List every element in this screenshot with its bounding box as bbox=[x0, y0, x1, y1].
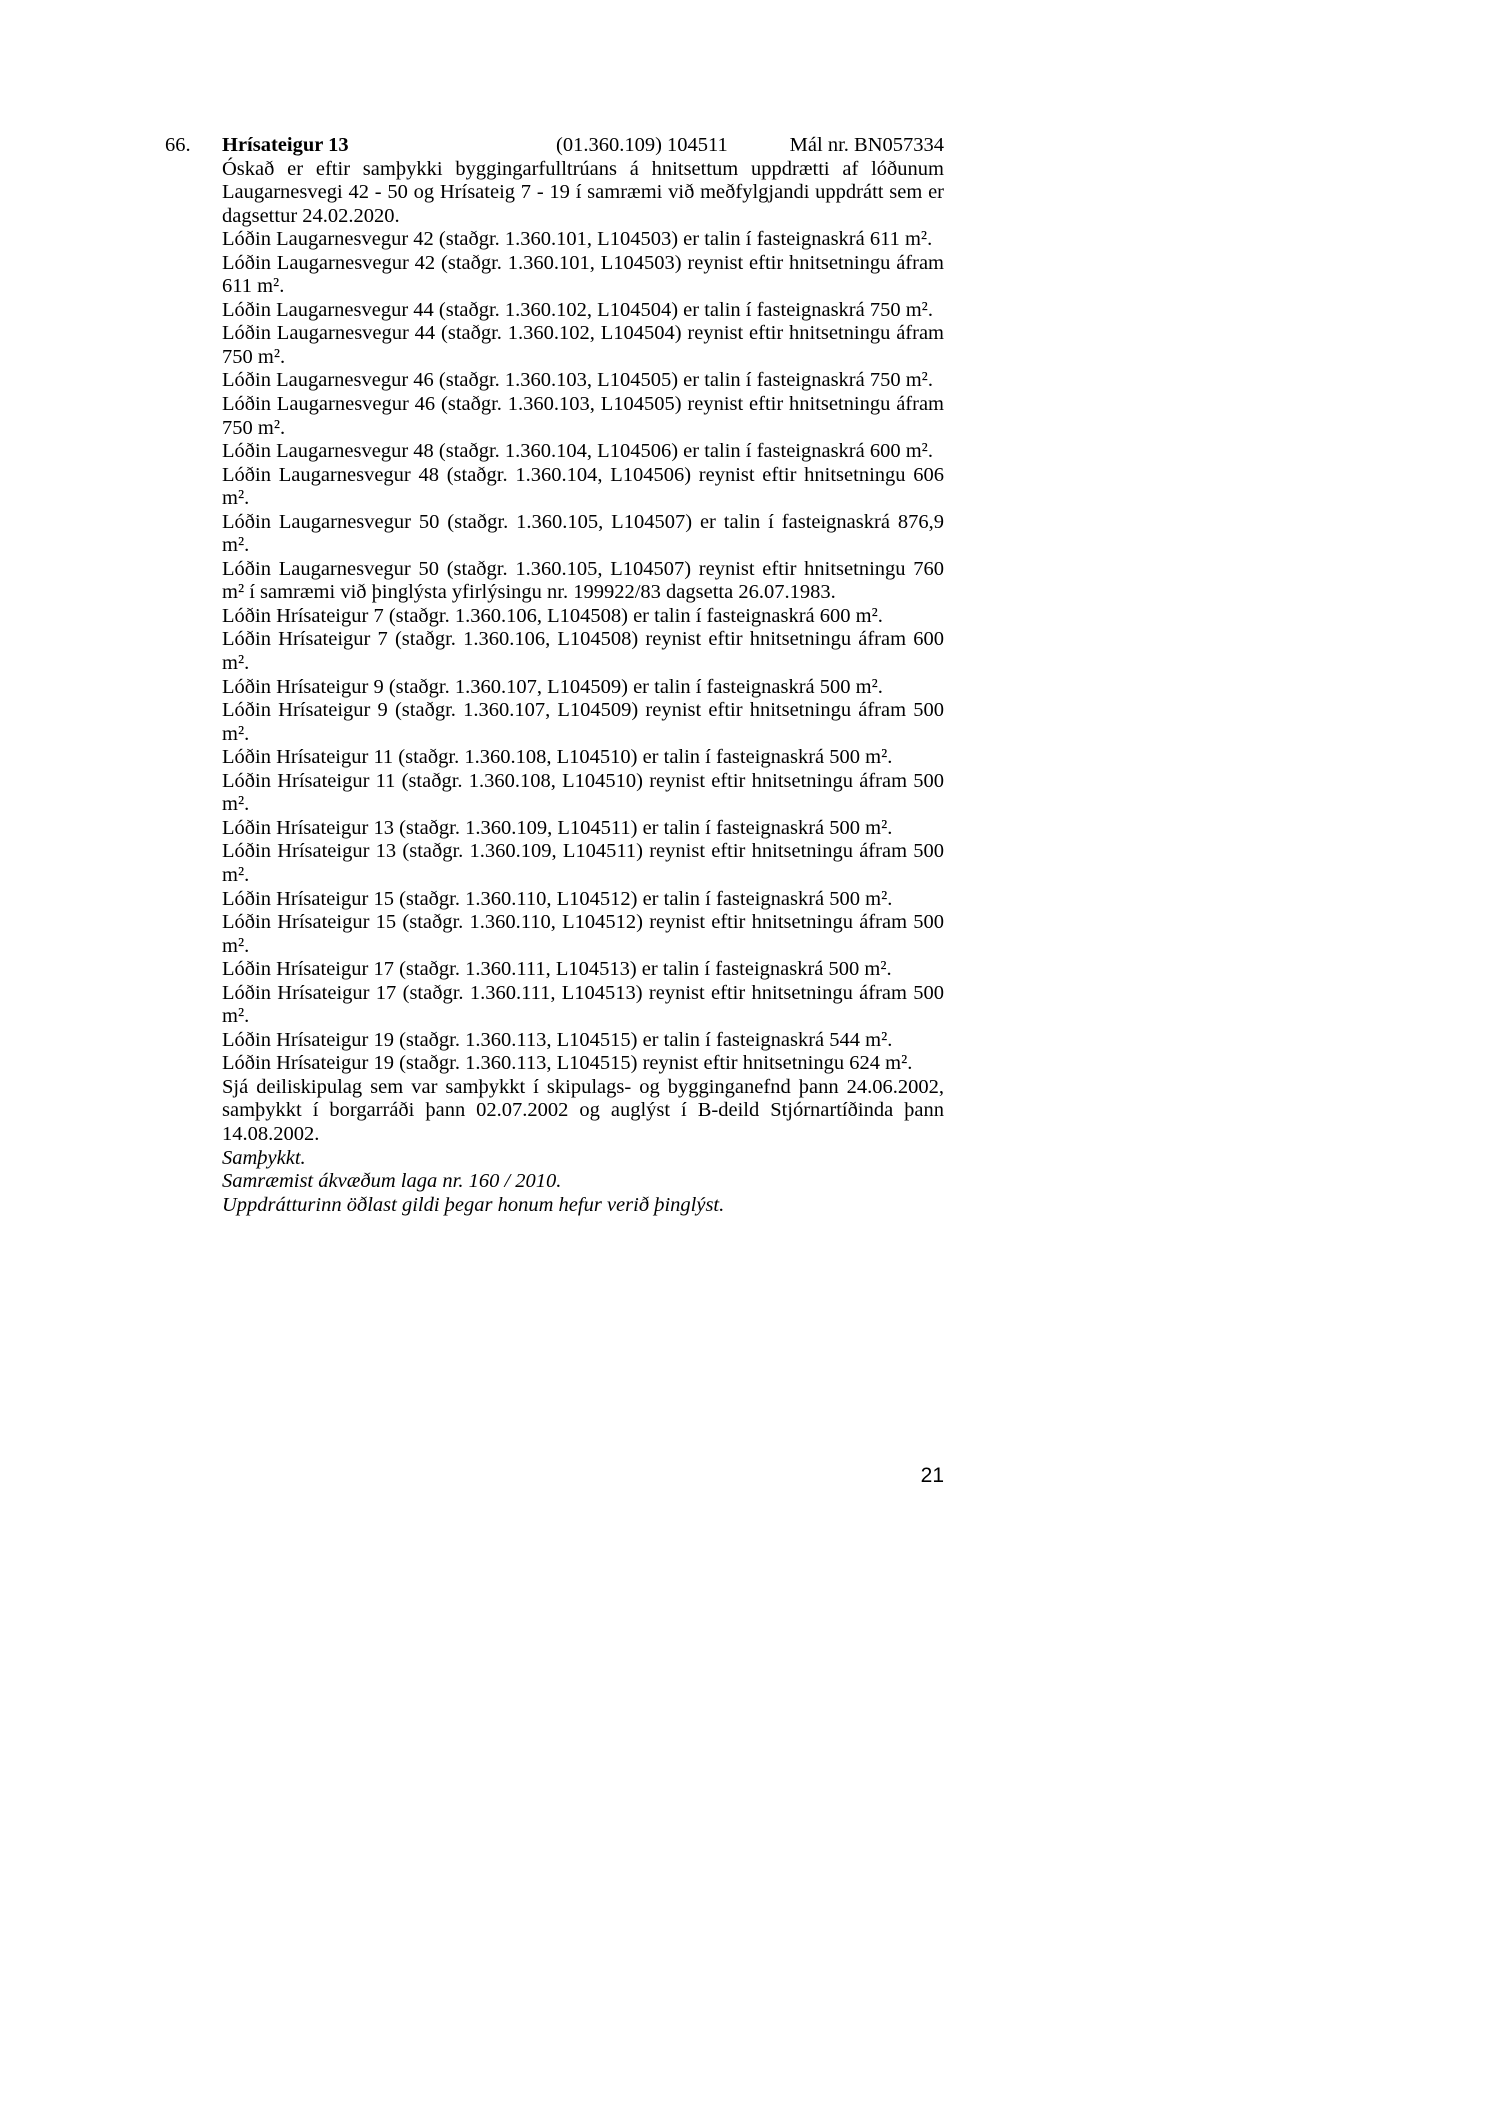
body-paragraph: Lóðin Laugarnesvegur 48 (staðgr. 1.360.104, L104506) reynist eftir hnitsetningu 606 m². bbox=[222, 463, 944, 510]
body-paragraph: Lóðin Hrísateigur 9 (staðgr. 1.360.107, L104509) reynist eftir hnitsetningu áfram 500 m². bbox=[222, 699, 944, 745]
item-resolutions bbox=[222, 1147, 944, 1218]
body-paragraph: Lóðin Laugarnesvegur 42 (staðgr. 1.360.101, L104503) reynist eftir hnitsetningu áfram 611 m². bbox=[222, 251, 944, 298]
item-reference: (01.360.109) 104511 bbox=[556, 134, 728, 156]
page-number: 21 bbox=[920, 1464, 944, 1487]
body-paragraph: Lóðin Laugarnesvegur 50 (staðgr. 1.360.105, L104507) er talin í fasteignaskrá 876,9 m². bbox=[222, 510, 944, 557]
body-paragraph: Lóðin Hrísateigur 13 (staðgr. 1.360.109, L104511) er talin í fasteignaskrá 500 m². bbox=[222, 816, 893, 839]
body-paragraph: Lóðin Hrísateigur 19 (staðgr. 1.360.113, L104515) er talin í fasteignaskrá 544 m². bbox=[222, 1028, 893, 1051]
body-paragraph: Lóðin Laugarnesvegur 48 (staðgr. 1.360.104, L104506) er talin í fasteignaskrá 600 m². bbox=[222, 440, 933, 463]
body-paragraph: Lóðin Hrísateigur 7 (staðgr. 1.360.106, L104508) reynist eftir hnitsetningu áfram 600 m². bbox=[222, 628, 944, 675]
body-paragraph: Lóðin Hrísateigur 7 (staðgr. 1.360.106, L104508) er talin í fasteignaskrá 600 m². bbox=[222, 604, 883, 627]
body-paragraph: Lóðin Hrísateigur 13 (staðgr. 1.360.109, L104511) reynist eftir hnitsetningu áfram 500 m². bbox=[222, 840, 944, 886]
body-paragraph: Lóðin Hrísateigur 17 (staðgr. 1.360.111, L104513) er talin í fasteignaskrá 500 m². bbox=[222, 958, 892, 981]
body-paragraph: Lóðin Laugarnesvegur 46 (staðgr. 1.360.103, L104505) er talin í fasteignaskrá 750 m². bbox=[222, 369, 933, 392]
body-paragraph: Lóðin Hrísateigur 15 (staðgr. 1.360.110, L104512) er talin í fasteignaskrá 500 m². bbox=[222, 887, 893, 910]
body-paragraph: Lóðin Laugarnesvegur 44 (staðgr. 1.360.102, L104504) reynist eftir hnitsetningu áfram 750 m². bbox=[222, 322, 944, 368]
body-paragraph: Lóðin Hrísateigur 19 (staðgr. 1.360.113, L104515) reynist eftir hnitsetningu 624 m². bbox=[222, 1052, 913, 1075]
body-paragraph: Lóðin Hrísateigur 15 (staðgr. 1.360.110, L104512) reynist eftir hnitsetningu áfram 500 m². bbox=[222, 911, 944, 957]
item-case-number: Mál nr. BN057334 bbox=[789, 134, 944, 156]
item-paragraphs bbox=[222, 158, 944, 1147]
resolution-line: Samræmist ákvæðum laga nr. 160 / 2010. bbox=[222, 1170, 562, 1193]
item-header bbox=[222, 134, 944, 158]
resolution-line: Samþykkt. bbox=[222, 1146, 306, 1169]
body-paragraph: Óskað er eftir samþykki byggingarfulltrúans á hnitsettum uppdrætti af lóðunum Laugarnesvegi 42 - 50 og Hrísateig 7 - 19 í samræmi við meðfylgjandi uppdrátt sem er dagsettur 24.02.2020. bbox=[222, 157, 944, 227]
resolution-line: Uppdrátturinn öðlast gildi þegar honum hefur verið þinglýst. bbox=[222, 1193, 725, 1216]
item-title: Hrísateigur 13 bbox=[222, 134, 349, 156]
body-paragraph: Lóðin Laugarnesvegur 42 (staðgr. 1.360.101, L104503) er talin í fasteignaskrá 611 m². bbox=[222, 228, 933, 251]
item-number: 66. bbox=[165, 134, 191, 156]
body-paragraph: Lóðin Hrísateigur 11 (staðgr. 1.360.108, L104510) reynist eftir hnitsetningu áfram 500 m². bbox=[222, 769, 944, 816]
body-paragraph: Sjá deiliskipulag sem var samþykkt í skipulags- og bygginganefnd þann 24.06.2002, samþykkt í borgarráði þann 02.07.2002 og auglýst í B-deild Stjórnartíðinda þann 14.08.2002. bbox=[222, 1075, 944, 1145]
agenda-item bbox=[165, 134, 944, 1217]
body-paragraph: Lóðin Laugarnesvegur 44 (staðgr. 1.360.102, L104504) er talin í fasteignaskrá 750 m². bbox=[222, 298, 933, 321]
body-paragraph: Lóðin Laugarnesvegur 46 (staðgr. 1.360.103, L104505) reynist eftir hnitsetningu áfram 750 m². bbox=[222, 393, 944, 439]
body-paragraph: Lóðin Hrísateigur 17 (staðgr. 1.360.111, L104513) reynist eftir hnitsetningu áfram 500 m². bbox=[222, 981, 944, 1028]
body-paragraph: Lóðin Hrísateigur 11 (staðgr. 1.360.108, L104510) er talin í fasteignaskrá 500 m². bbox=[222, 746, 893, 769]
item-content bbox=[222, 134, 944, 1217]
body-paragraph: Lóðin Hrísateigur 9 (staðgr. 1.360.107, L104509) er talin í fasteignaskrá 500 m². bbox=[222, 675, 883, 698]
body-paragraph: Lóðin Laugarnesvegur 50 (staðgr. 1.360.105, L104507) reynist eftir hnitsetningu 760 m² í samræmi við þinglýsta yfirlýsingu nr. 199922/83 dagsetta 26.07.1983. bbox=[222, 557, 944, 604]
